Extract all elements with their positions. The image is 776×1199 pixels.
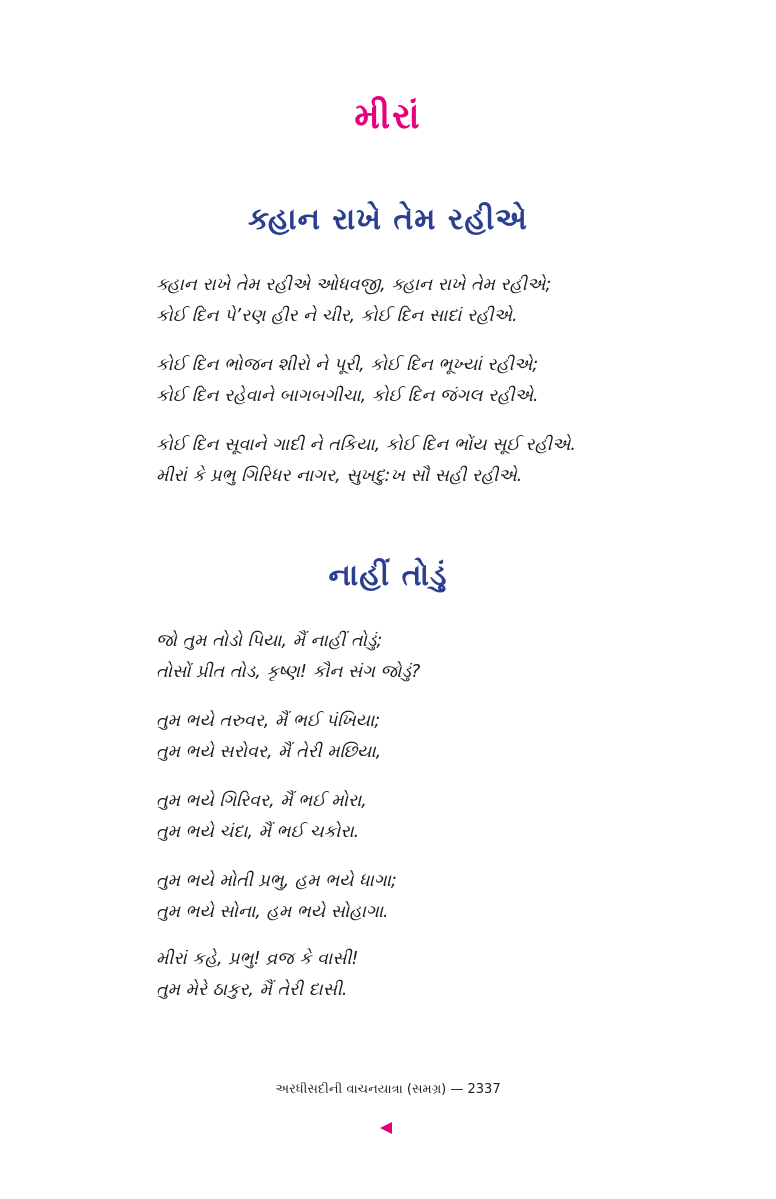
poem-line: મીરાં કે પ્રભુ ગિરિધર નાગર, સુખદુ:ખ સૌ સહી રહીએ. — [156, 466, 523, 486]
poem-line: તોસોં પ્રીત તોડ, કૃષ્ણ! કૌન સંગ જોડું? — [156, 662, 421, 682]
poem-line: તુમ ભયે સરોવર, મૈં તેરી મછિયા, — [156, 742, 382, 762]
poem-line: તુમ મેરે ઠાકુર, મૈં તેરી દાસી. — [156, 980, 348, 1000]
poem-line: તુમ ભયે ગિરિવર, મૈં ભઈ મોરા, — [156, 791, 367, 811]
poem-title-2: નાહીં તોડું — [328, 558, 448, 593]
page-title: મીરાં — [354, 96, 422, 137]
poem-2-stanza-5 — [156, 944, 358, 1006]
poem-line: કોઈ દિન પે’રણ હીર ને ચીર, કોઈ દિન સાદાં રહીએ. — [156, 306, 518, 326]
poem-1-stanza-2 — [156, 350, 539, 412]
poem-line: કોઈ દિન ભોજન શીરો ને પૂરી, કોઈ દિન ભૂખ્યાં રહીએ; — [156, 355, 539, 375]
poem-2-stanza-2 — [156, 706, 381, 768]
poem-line: તુમ ભયે ચંદા, મૈં ભઈ ચકોરા. — [156, 822, 360, 842]
poem-title-1: ક્હાન રાખે તેમ રહીએ — [248, 202, 528, 237]
poem-line: તુમ ભયે તરુવર, મૈં ભઈ પંખિયા; — [156, 711, 381, 731]
poem-line: તુમ ભયે મોતી પ્રભુ, હમ ભયે ધાગા; — [156, 871, 397, 891]
poem-2-stanza-1 — [156, 626, 420, 688]
poem-line: જો તુમ તોડો પિયા, મૈં નાહીં તોડું; — [156, 631, 383, 651]
left-triangle-icon — [380, 1122, 392, 1134]
poem-line: ક્હાન રાખે તેમ રહીએ ઓધવજી, ક્હાન રાખે તેમ રહીએ; — [156, 275, 552, 295]
poem-2-stanza-4 — [156, 866, 397, 928]
poem-2-stanza-3 — [156, 786, 367, 848]
poem-line: કોઈ દિન સૂવાને ગાદી ને તકિયા, કોઈ દિન ભોંય સૂઈ રહીએ. — [156, 435, 576, 455]
poem-line: તુમ ભયે સોના, હમ ભયે સોહાગા. — [156, 902, 389, 922]
poem-line: કોઈ દિન રહેવાને બાગબગીચા, કોઈ દિન જંગલ રહીએ. — [156, 386, 539, 406]
poem-1-stanza-1 — [156, 270, 551, 332]
poem-1-stanza-3 — [156, 430, 576, 492]
poem-line: મીરાં કહે, પ્રભુ! વ્રજ કે વાસી! — [156, 949, 359, 969]
page-footer: અરધીસદીની વાચનયાત્રા (સમગ્ર) — 2337 — [275, 1082, 501, 1097]
